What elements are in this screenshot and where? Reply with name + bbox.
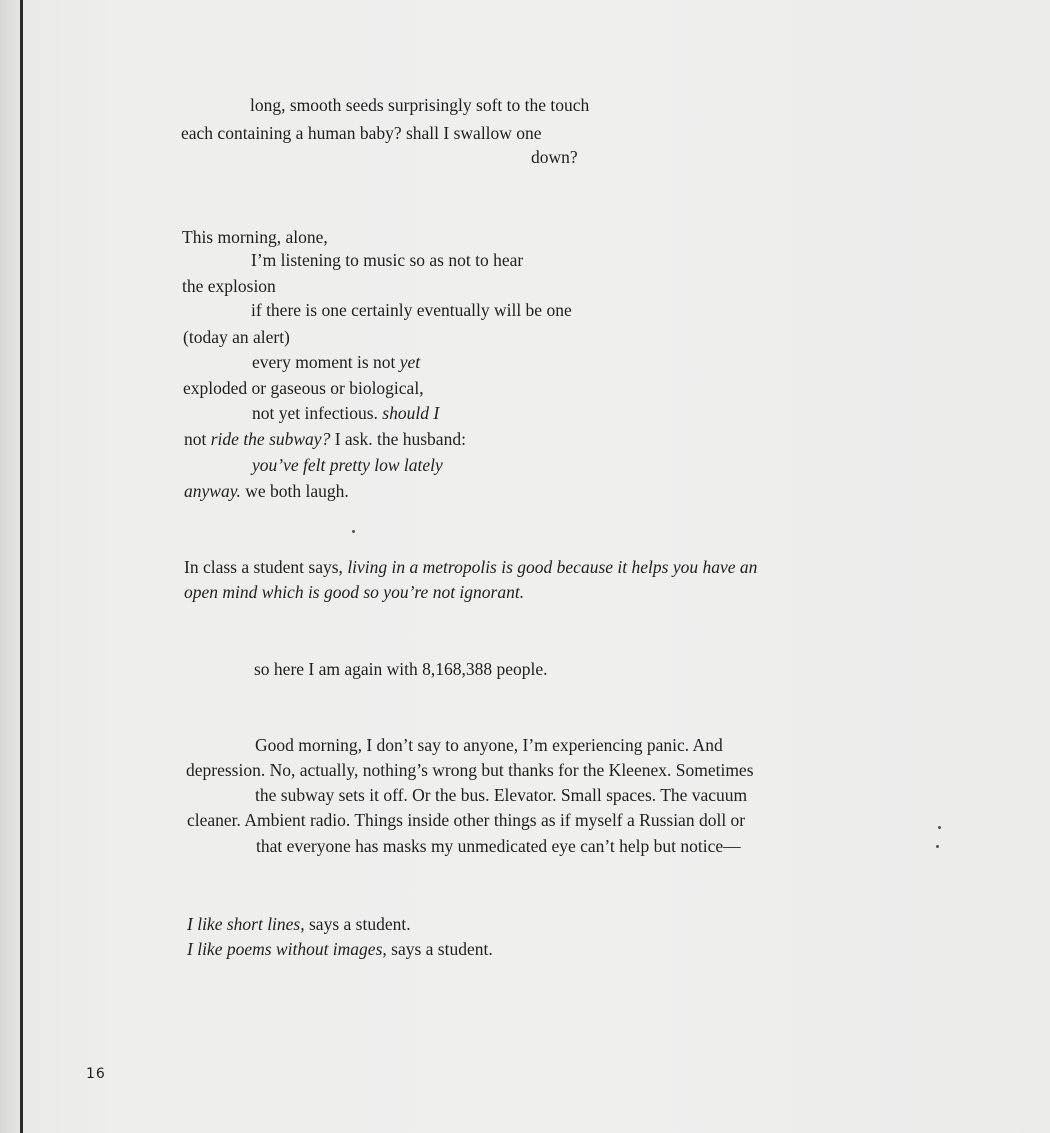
- page-number: 16: [86, 1066, 106, 1082]
- text-segment: down?: [531, 147, 578, 167]
- page-spine-edge: [20, 0, 23, 1133]
- poem-line: [252, 454, 443, 476]
- poem-line: [187, 913, 411, 935]
- italic-text-segment: living in a metropolis is good because it helps you have an: [347, 557, 758, 577]
- text-segment: (today an alert): [183, 327, 290, 347]
- text-segment: exploded or gaseous or biological,: [183, 378, 424, 398]
- italic-text-segment: I like poems without images,: [187, 939, 387, 959]
- poem-line: [250, 94, 589, 116]
- text-segment: long, smooth seeds surprisingly soft to the touch: [250, 95, 590, 115]
- text-segment: not: [184, 429, 211, 449]
- text-segment: if there is one certainly eventually will be one: [251, 300, 572, 320]
- poem-line: [182, 226, 328, 248]
- text-segment: I ask. the husband:: [330, 429, 466, 449]
- poem-line: [183, 326, 290, 348]
- poem-line: [183, 377, 424, 399]
- text-segment: every moment is not: [252, 352, 400, 372]
- poem-line: [256, 835, 741, 857]
- poem-line: [254, 658, 548, 680]
- poem-line: [184, 556, 757, 578]
- poem-line: [251, 299, 572, 321]
- text-segment: the explosion: [182, 276, 276, 296]
- italic-text-segment: should I: [382, 403, 440, 423]
- italic-text-segment: open mind which is good so you’re not ignorant.: [184, 582, 525, 602]
- poem-line: [251, 249, 523, 271]
- italic-text-segment: anyway.: [184, 481, 241, 501]
- italic-text-segment: ride the subway?: [210, 429, 331, 449]
- text-segment: Good morning, I don’t say to anyone, I’m experiencing panic. And: [255, 735, 723, 755]
- poem-line: [255, 784, 747, 806]
- text-segment: not yet infectious.: [252, 403, 383, 423]
- poem-line: [184, 581, 524, 603]
- paper-speck: [352, 530, 355, 533]
- text-segment: cleaner. Ambient radio. Things inside other things as if myself a Russian doll or: [187, 810, 746, 830]
- paper-speck: [936, 845, 939, 848]
- text-segment: depression. No, actually, nothing’s wrong but thanks for the Kleenex. Sometimes: [186, 760, 754, 780]
- poem-line: [255, 734, 723, 756]
- text-segment: says a student.: [386, 939, 493, 959]
- paper-speck: [938, 826, 941, 829]
- poem-line: [252, 402, 439, 424]
- poem-line: [252, 351, 420, 373]
- poem-line: [181, 122, 542, 144]
- italic-text-segment: I like short lines,: [187, 914, 305, 934]
- text-segment: we both laugh.: [240, 481, 349, 501]
- italic-text-segment: you’ve felt pretty low lately: [252, 455, 443, 475]
- poem-line: [186, 759, 754, 781]
- text-segment: that everyone has masks my unmedicated eye can’t help but notice—: [256, 836, 741, 856]
- text-segment: says a student.: [304, 914, 411, 934]
- text-segment: so here I am again with 8,168,388 people.: [254, 659, 548, 679]
- text-segment: I’m listening to music so as not to hear: [251, 250, 524, 270]
- poem-line: [182, 275, 276, 297]
- text-segment: In class a student says,: [184, 557, 348, 577]
- poem-line: [184, 428, 466, 450]
- poem-line: [187, 809, 745, 831]
- poem-line: [187, 938, 493, 960]
- text-segment: the subway sets it off. Or the bus. Elevator. Small spaces. The vacuum: [255, 785, 748, 805]
- text-segment: each containing a human baby? shall I swallow one: [181, 123, 542, 143]
- italic-text-segment: yet: [399, 352, 421, 372]
- poem-line: [531, 146, 578, 168]
- poem-line: [184, 480, 349, 502]
- page-gutter-shadow: [0, 0, 20, 1133]
- text-segment: This morning, alone,: [182, 227, 328, 247]
